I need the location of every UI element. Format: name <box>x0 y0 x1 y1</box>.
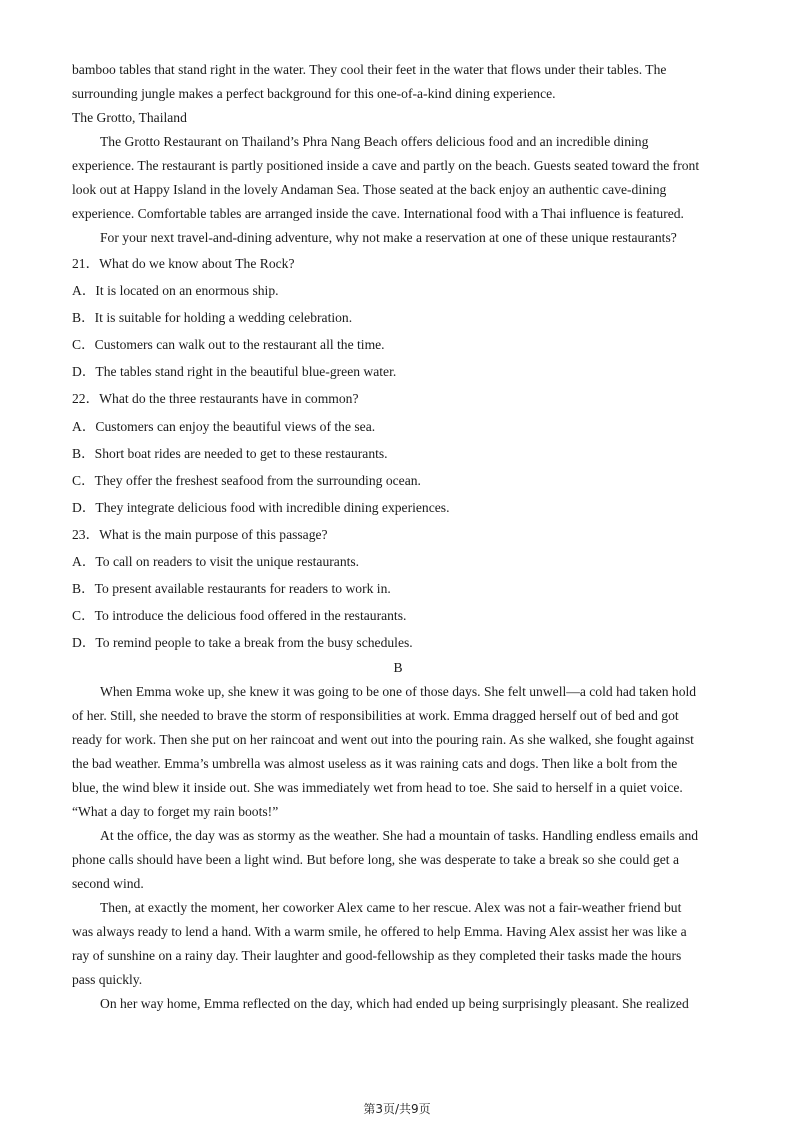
paragraph-line: “What a day to forget my rain boots!” <box>72 804 279 820</box>
paragraph-line: phone calls should have been a light wind. But before long, she was desperate to take a break so she could get a <box>72 852 680 868</box>
paragraph-line: the bad weather. Emma’s umbrella was almost useless as it was raining cats and dogs. Then like a bolt from the <box>72 756 678 772</box>
paragraph-line: Then, at exactly the moment, her coworker Alex came to her rescue. Alex was not a fair-weather friend but <box>100 900 682 916</box>
question-option: D．To remind people to take a break from the busy schedules. <box>72 635 413 651</box>
paragraph-line: second wind. <box>72 876 144 892</box>
grotto-line: experience. Comfortable tables are arranged inside the cave. International food with a Thai influence is featured. <box>72 206 684 221</box>
passage-a-line: bamboo tables that stand right in the water. They cool their feet in the water that flows under their tables. The <box>72 62 667 77</box>
paragraph-line: ray of sunshine on a rainy day. Their laughter and good-fellowship as they completed their tasks made the hours <box>72 948 682 964</box>
question-option: A．It is located on an enormous ship. <box>72 283 279 299</box>
section-title: B <box>393 660 403 676</box>
question-stem: 22．What do the three restaurants have in common? <box>72 391 359 407</box>
passage-a-line: surrounding jungle makes a perfect background for this one-of-a-kind dining experience. <box>72 86 556 101</box>
paragraph-line: When Emma woke up, she knew it was going to be one of those days. She felt unwell—a cold had taken hold <box>100 684 697 700</box>
paragraph-line: On her way home, Emma reflected on the day, which had ended up being surprisingly pleasant. She realized <box>100 996 689 1012</box>
paragraph-line: was always ready to lend a hand. With a warm smile, he offered to help Emma. Having Alex assist her was like a <box>72 924 687 940</box>
paragraph-line: At the office, the day was as stormy as the weather. She had a mountain of tasks. Handling endless emails and <box>100 828 699 844</box>
paragraph-line: ready for work. Then she put on her raincoat and went out into the pouring rain. As she walked, she fought against <box>72 732 694 748</box>
question-option: B．To present available restaurants for readers to work in. <box>72 581 391 597</box>
question-stem: 21．What do we know about The Rock? <box>72 256 295 271</box>
paragraph-line: blue, the wind blew it inside out. She was immediately wet from head to toe. She said to herself in a quiet voice. <box>72 780 683 796</box>
grotto-heading: The Grotto, Thailand <box>72 110 187 125</box>
grotto-line: experience. The restaurant is partly positioned inside a cave and partly on the beach. Guests seated toward the front <box>72 158 700 173</box>
question-stem: 23．What is the main purpose of this passage? <box>72 526 328 542</box>
question-option: A．Customers can enjoy the beautiful views of the sea. <box>72 418 376 434</box>
closing-line: For your next travel-and-dining adventure, why not make a reservation at one of these unique restaurants? <box>100 230 677 245</box>
question-option: C．They offer the freshest seafood from the surrounding ocean. <box>72 472 421 488</box>
question-option: B．Short boat rides are needed to get to these restaurants. <box>72 445 388 461</box>
question-option: B．It is suitable for holding a wedding celebration. <box>72 310 353 326</box>
paragraph-line: pass quickly. <box>72 972 143 988</box>
paragraph-line: of her. Still, she needed to brave the storm of responsibilities at work. Emma dragged herself out of bed and got <box>72 708 679 724</box>
document-page <box>72 58 724 1016</box>
question-option: A．To call on readers to visit the unique restaurants. <box>72 554 360 570</box>
grotto-line: The Grotto Restaurant on Thailand’s Phra Nang Beach offers delicious food and an incredible dining <box>100 134 649 149</box>
grotto-line: look out at Happy Island in the lovely Andaman Sea. Those seated at the back enjoy an authentic cave-dining <box>72 182 667 197</box>
question-option: C．To introduce the delicious food offered in the restaurants. <box>72 608 407 624</box>
question-option: C．Customers can walk out to the restaurant all the time. <box>72 337 385 353</box>
page-number-footer: 第3页/共9页 <box>363 1102 431 1116</box>
question-option: D．They integrate delicious food with incredible dining experiences. <box>72 499 450 515</box>
question-option: D．The tables stand right in the beautiful blue-green water. <box>72 364 397 380</box>
